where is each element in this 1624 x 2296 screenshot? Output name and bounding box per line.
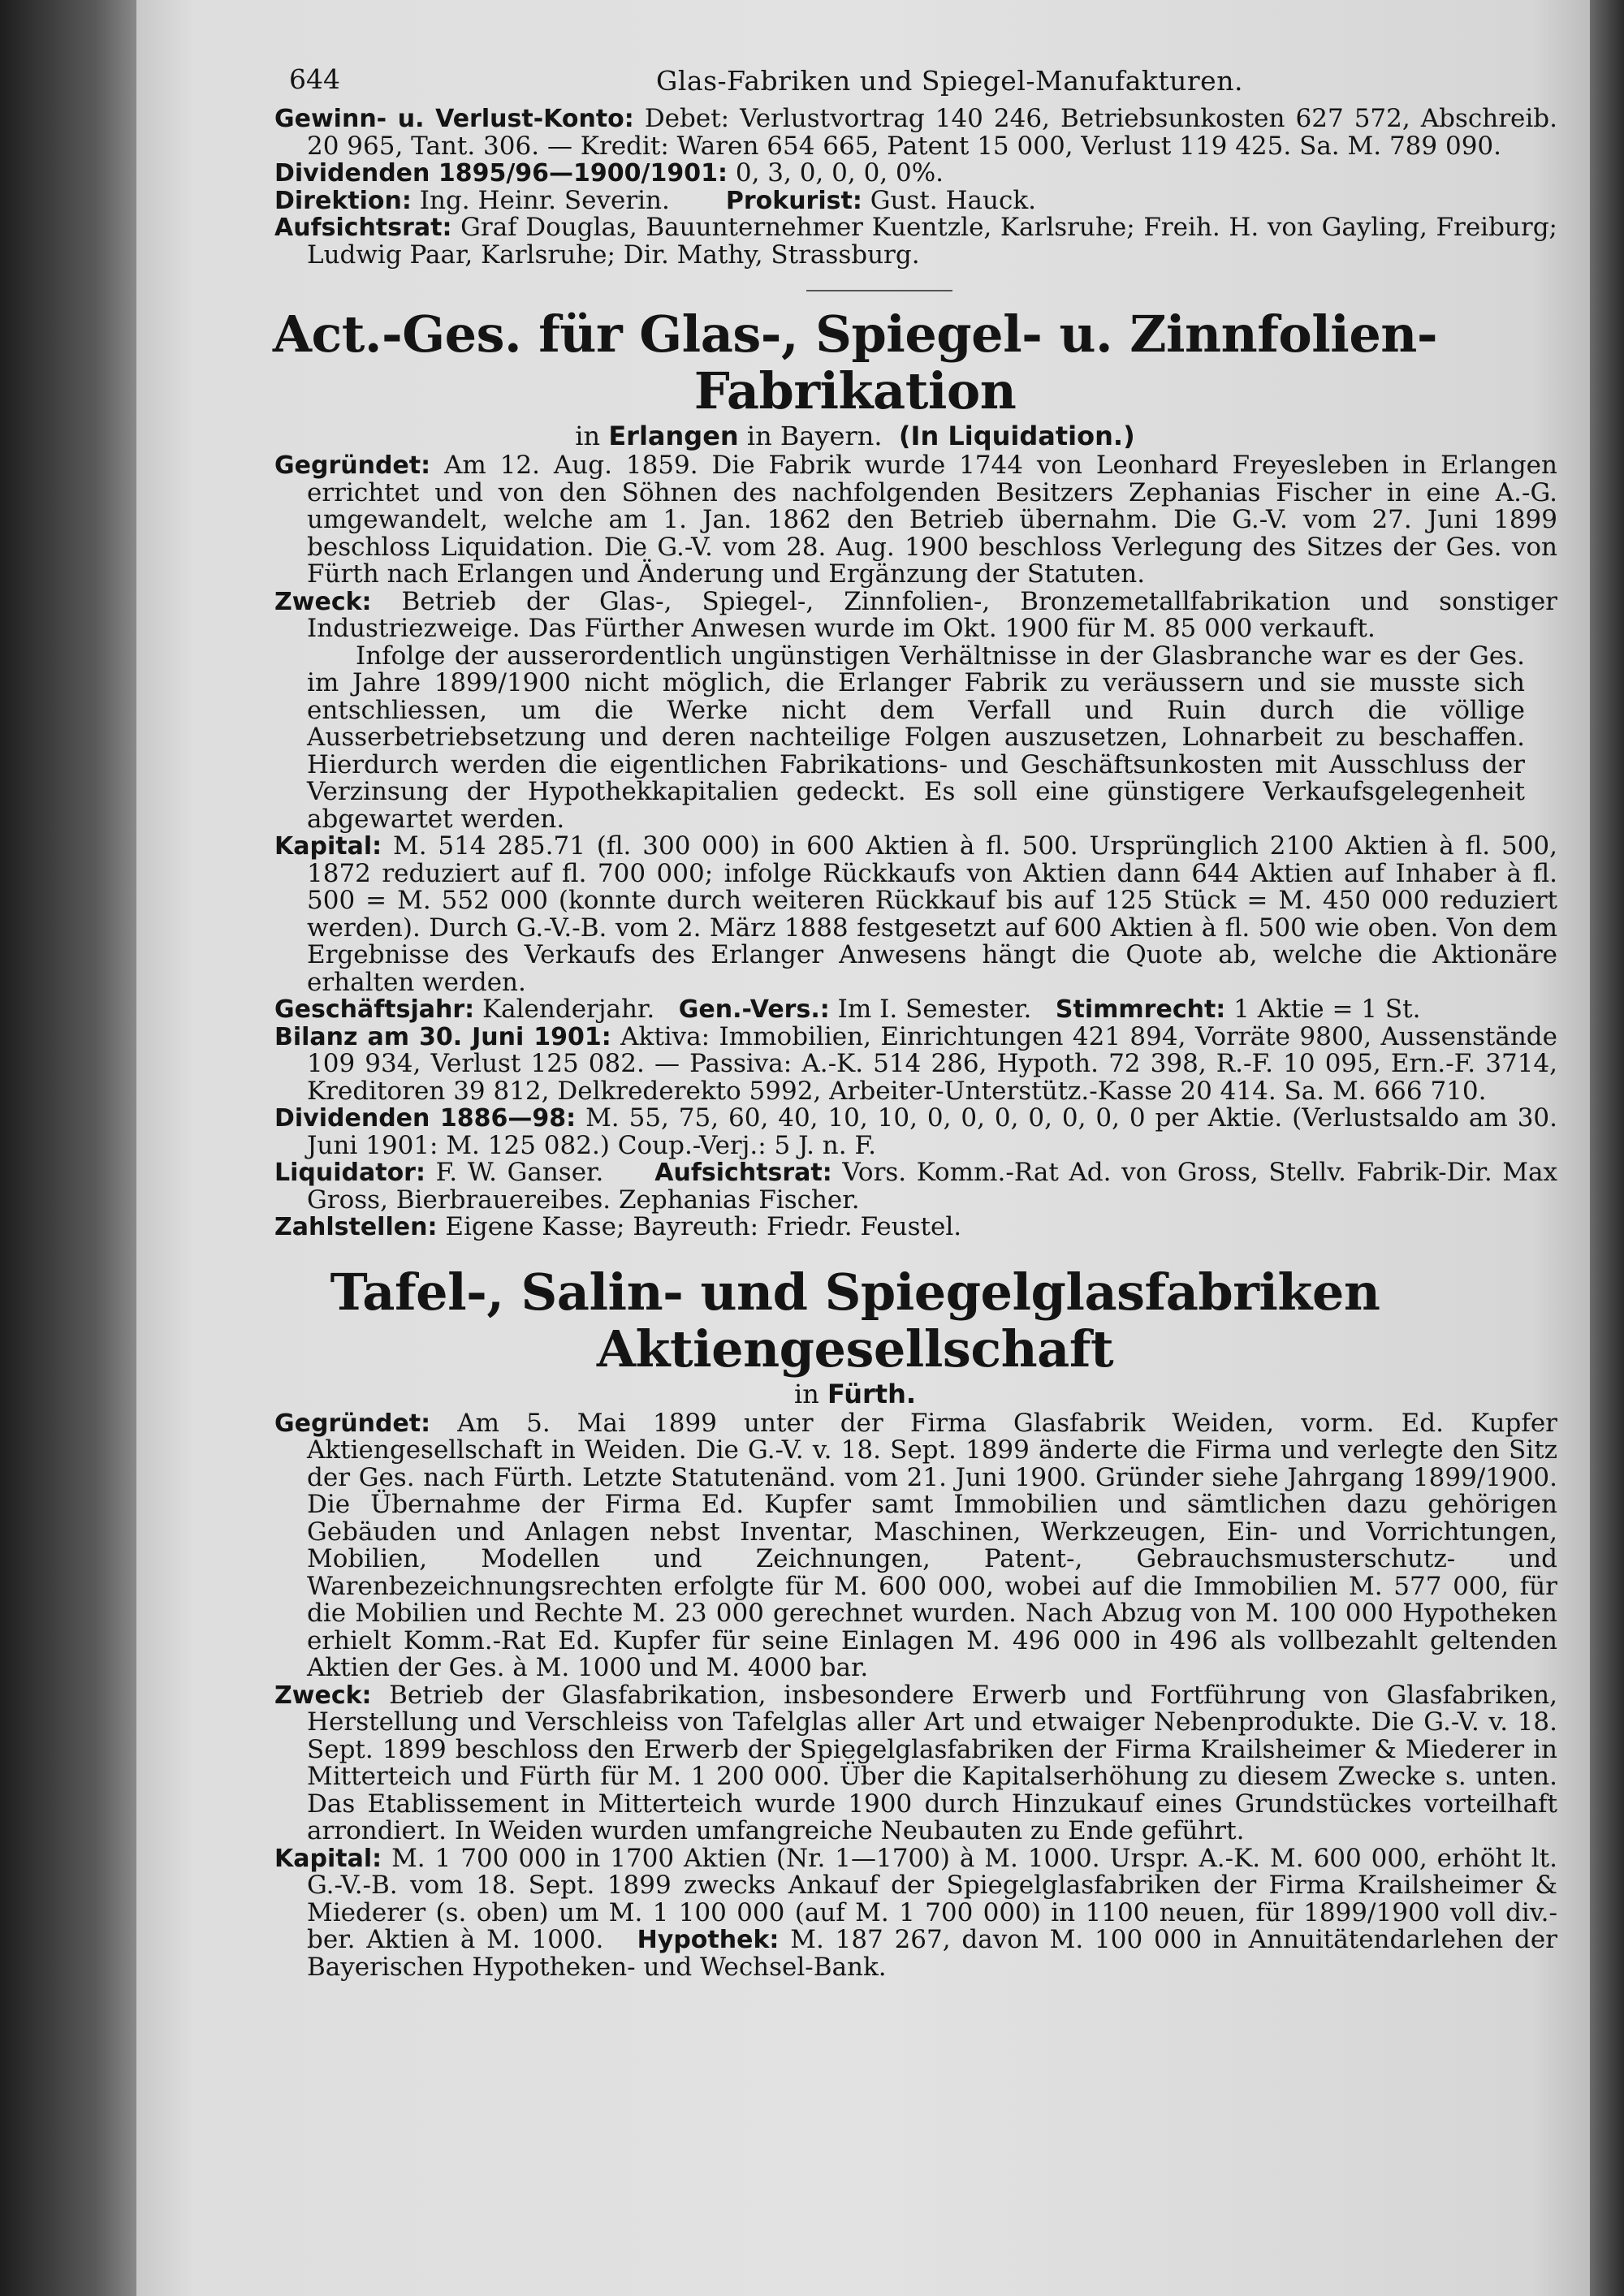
entry-text: Betrieb der Glas-, Spiegel-, Zinnfolien-, Bronzemetallfabrikation und sonstiger Industriezweige. Das Fürther Anwesen wurde im Okt. 1900 für M. 85 000 verkauft. xyxy=(307,586,1557,643)
entry-text: Kalenderjahr. xyxy=(482,995,655,1024)
entry-text: 1 Aktie = 1 St. xyxy=(1233,995,1421,1024)
company-subtitle xyxy=(136,1378,1574,1410)
entry-text: Debet: Verlustvortrag 140 246, Betriebsunkosten 627 572, Abschreib. 20 965, Tant. 306. — Kredit: Waren 654 665, Patent 15 000, Verlust 119 425. Sa. M. 789 090. xyxy=(307,104,1557,161)
entry-text: M. 55, 75, 60, 40, 10, 10, 0, 0, 0, 0, 0, 0, 0 per Aktie. (Verlustsaldo am 30. Juni 1901: M. 125 082.) Coup.-Verj.: 5 J. n. F. xyxy=(307,1103,1557,1160)
entry-text: Am 5. Mai 1899 unter der Firma Glasfabrik Weiden, vorm. Ed. Kupfer Aktiengesellschaft in Weiden. Die G.-V. v. 18. Sept. 1899 änderte die Firma und verlegte den Sitz der Ges. nach Fürth. Letzte Statutenänd. vom 21. Juni 1900. Gründer siehe Jahrgang 1899/1900. Die Übernahme der Firma Ed. Kupfer samt Immobilien und sämtlichen dazu gehörigen Gebäuden und Anlagen nebst Inventar, Maschinen, Werkzeugen, Ein- und Vorrichtungen, Mobilien, Modellen und Zeichnungen, Patent-, Gebrauchsmusterschutz- und Warenbezeichnungsrechten erfolgte für M. 600 000, wobei auf die Immobilien M. 577 000, für die Mobilien und Rechte M. 23 000 gerechnet wurden. Nach Abzug von M. 100 000 Hypotheken erhielt Komm.-Rat Ed. Kupfer für seine Einlagen M. 496 000 in 496 als vollbezahlt geltenden Aktien der Ges. à M. 1000 und M. 4000 bar. xyxy=(307,1408,1557,1682)
kapital-entry xyxy=(274,1845,1557,1982)
dividenden-entry xyxy=(274,1105,1557,1159)
entry-text: M. 187 267, davon M. 100 000 in Annuitätendarlehen der Bayerischen Hypotheken- und Wechsel-Bank. xyxy=(307,1925,1557,1982)
page-content xyxy=(136,57,1574,1981)
entry-label: Hypothek: xyxy=(637,1926,780,1954)
zweck-entry xyxy=(274,586,1557,643)
kapital-entry xyxy=(274,833,1557,996)
subtitle-city: Fürth. xyxy=(827,1378,917,1409)
page-number: 644 xyxy=(289,63,340,95)
entry-label: Kapital: xyxy=(274,832,382,861)
subtitle-in: in xyxy=(575,421,601,451)
book-gutter-shadow xyxy=(0,0,136,2296)
entry-label: Gegründet: xyxy=(274,451,431,480)
page-edge-shadow xyxy=(1590,0,1624,2296)
entry-text: F. W. Ganser. xyxy=(435,1158,604,1187)
entry-label: Geschäftsjahr: xyxy=(274,995,475,1024)
company-subtitle xyxy=(136,420,1574,452)
page-header xyxy=(136,57,1574,106)
entry-label: Zahlstellen: xyxy=(274,1213,438,1241)
gegruendet-entry xyxy=(274,452,1557,589)
entry-text: Eigene Kasse; Bayreuth: Friedr. Feustel. xyxy=(445,1212,962,1241)
subtitle-status: (In Liquidation.) xyxy=(898,421,1135,451)
subtitle-in: in xyxy=(793,1378,819,1409)
entry-text: Ing. Heinr. Severin. xyxy=(419,185,670,215)
entry-label: Zweck: xyxy=(274,1681,372,1710)
entry-label: Dividenden 1895/96—1900/1901: xyxy=(274,159,728,188)
company-section-fuerth xyxy=(136,1264,1574,1982)
running-head: Glas-Fabriken und Spiegel-Manufakturen. xyxy=(656,65,1243,97)
entry-label: Gen.-Vers.: xyxy=(678,995,830,1024)
company-title: Tafel-, Salin- und Spiegelglasfabriken Aktiengesellschaft xyxy=(330,1262,1380,1379)
entry-label: Bilanz am 30. Juni 1901: xyxy=(274,1022,611,1051)
entry-text: Graf Douglas, Bauunternehmer Kuentzle, Karlsruhe; Freih. H. von Gayling, Freiburg; Ludwig Paar, Karlsruhe; Dir. Mathy, Strassburg. xyxy=(307,213,1557,270)
zahlstellen-entry xyxy=(274,1214,1557,1241)
entry-label: Gewinn- u. Verlust-Konto: xyxy=(274,105,634,133)
bilanz-entry xyxy=(274,1021,1557,1106)
entry-label: Direktion: xyxy=(274,186,412,215)
geschaeftsjahr-entry xyxy=(274,996,1557,1024)
entry-label: Prokurist: xyxy=(725,186,862,215)
entry-label: Aufsichtsrat: xyxy=(654,1159,832,1187)
entry-text: Aktiva: Immobilien, Einrichtungen 421 894, Vorräte 9800, Aussenstände 109 934, Verlust 125 082. — Passiva: A.-K. 514 286, Hypoth. 72 398, R.-F. 10 095, Ern.-F. 3714, Kreditoren 39 812, Delkrederekto 5992, Arbeiter-Unterstütz.-Kasse 20 414. Sa. M. 666 710. xyxy=(307,1021,1557,1106)
entry-text: Im I. Semester. xyxy=(837,995,1032,1024)
entry-text: Am 12. Aug. 1859. Die Fabrik wurde 1744 von Leonhard Freyesleben in Erlangen errichtet und von den Söhnen des nachfolgenden Besitzers Zephanias Fischer in eine A.-G. umgewandelt, welche am 1. Jan. 1862 den Betrieb übernahm. Die G.-V. vom 27. Juni 1899 beschloss Liquidation. Die G.-V. vom 28. Aug. 1900 beschloss Verlegung des Sitzes der Ges. von Fürth nach Erlangen und Änderung und Ergänzung der Statuten. xyxy=(307,451,1557,589)
entry-text: M. 1 700 000 in 1700 Aktien (Nr. 1—1700) à M. 1000. Urspr. A.-K. M. 600 000, erhöht lt. G.-V.-B. vom 18. Sept. 1899 zwecks Ankauf der Spiegelglasfabriken der Firma Krailsheimer & Miederer (s. oben) um M. 1 100 000 (auf M. 1 700 000) in 1100 neuen, für 1899/1900 voll div.-ber. Aktien à M. 1000. xyxy=(307,1843,1557,1954)
entry-text: 0, 3, 0, 0, 0, 0%. xyxy=(735,158,944,188)
gewinn-verlust-entry xyxy=(274,106,1557,160)
gegruendet-entry xyxy=(274,1410,1557,1682)
aufsichtsrat-entry xyxy=(274,214,1557,269)
subtitle-city: Erlangen xyxy=(608,421,739,451)
entry-label: Liquidator: xyxy=(274,1159,425,1187)
entry-text: Vors. Komm.-Rat Ad. von Gross, Stellv. Fabrik-Dir. Max Gross, Bierbrauereibes. Zephanias Fischer. xyxy=(307,1158,1557,1215)
dividenden-entry xyxy=(274,160,1557,188)
entry-text: Betrieb der Glasfabrikation, insbesondere Erwerb und Fortführung von Glasfabriken, Herstellung und Verschleiss von Tafelglas aller Art und etwaiger Nebenprodukte. Die G.-V. v. 18. Sept. 1899 beschloss den Erwerb der Spiegelglasfabriken der Firma Krailsheimer & Miederer in Mitterteich und Fürth für M. 1 200 000. Über die Kapitalserhöhung zu diesem Zwecke s. unten. Das Etablissement in Mitterteich wurde 1900 durch Hinzukauf eines Grundstückes vorteilhaft arrondiert. In Weiden wurden umfangreiche Neubauten zu Ende geführt. xyxy=(307,1680,1558,1845)
entry-text: M. 514 285.71 (fl. 300 000) in 600 Aktien à fl. 500. Ursprünglich 2100 Aktien à fl. 500, 1872 reduziert auf fl. 700 000; infolge Rückkaufs von Aktien dann 644 Aktien auf Inhaber à fl. 500 = M. 552 000 (konnte durch weiteren Rückkauf bis auf 125 Stück = M. 450 000 reduziert werden). Durch G.-V.-B. vom 2. März 1888 festgesetzt auf 600 Aktien à fl. 500 wie oben. Von dem Ergebnisse des Verkaufs des Erlanger Anwesens hängt die Quote ab, welche die Aktionäre erhalten werden. xyxy=(307,831,1557,997)
direktion-entry xyxy=(274,185,1557,215)
entry-label: Aufsichtsrat: xyxy=(274,214,452,242)
entry-label: Zweck: xyxy=(274,587,372,616)
entry-label: Gegründet: xyxy=(274,1409,431,1438)
company-section-erlangen xyxy=(136,306,1574,1241)
entry-label: Kapital: xyxy=(274,1844,382,1873)
subtitle-rest: in Bayern. xyxy=(746,421,883,451)
entry-text: Gust. Hauck. xyxy=(870,185,1036,215)
zweck-entry xyxy=(274,1682,1557,1845)
liquidator-entry xyxy=(274,1159,1557,1214)
section-divider xyxy=(806,290,952,291)
entry-label: Stimmrecht: xyxy=(1055,995,1226,1024)
intro-section xyxy=(136,106,1574,269)
entry-label: Dividenden 1886—98: xyxy=(274,1104,577,1133)
zweck-paragraph: Infolge der ausserordentlich ungünstigen Verhältnisse in der Glasbranche war es der Ges. im Jahre 1899/1900 nicht möglich, die Erlanger Fabrik zu veräussern und sie musste sich entschliessen, um die Werke nicht dem Verfall und Ruin durch die völlige Ausserbetriebsetzung und deren nachteilige Folgen auszusetzen, Lohnarbeit zu beschaffen. Hierdurch werden die eigentlichen Fabrikations- und Geschäftsunkosten mit Ausschluss der Verzinsung der Hypothekkapitalien gedeckt. Es soll eine günstigere Verkaufsgelegenheit abgewartet werden. xyxy=(307,641,1525,834)
company-title: Act.-Ges. für Glas-, Spiegel- u. Zinnfolien-Fabrikation xyxy=(272,304,1438,421)
